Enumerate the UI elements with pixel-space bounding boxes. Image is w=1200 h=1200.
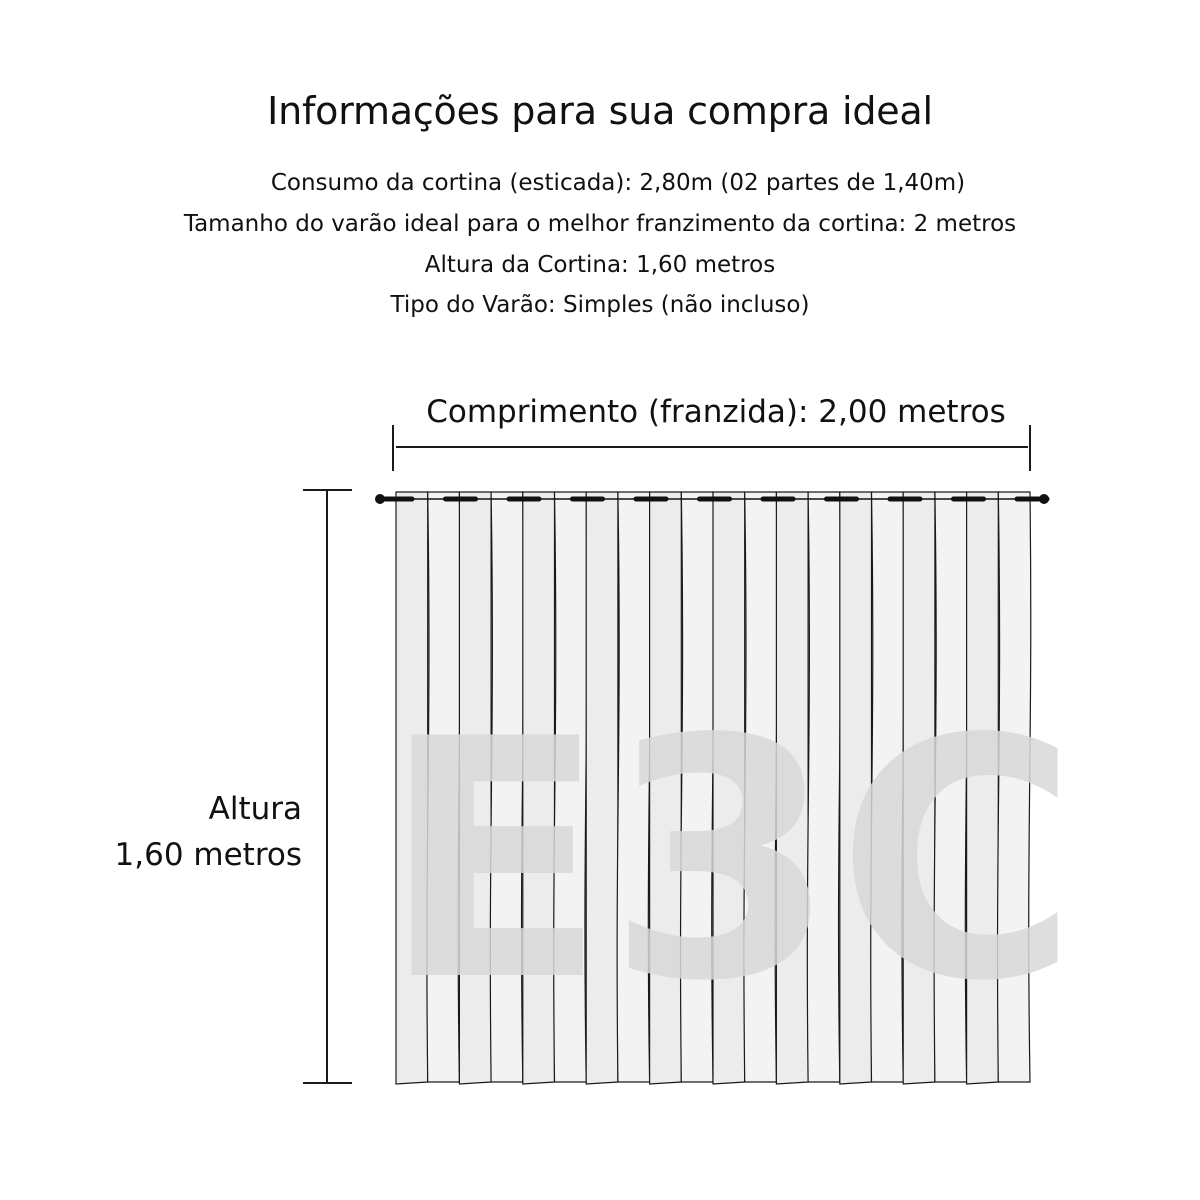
info-fabric-consumption: Consumo da cortina (esticada): 2,80m (02 partes de 1,40m) xyxy=(270,170,966,196)
info-curtain-height: Altura da Cortina: 1,60 metros xyxy=(424,252,776,278)
svg-text:E3C: E3C xyxy=(381,669,1079,1053)
width-dimension-line xyxy=(393,425,1030,471)
width-dimension-label: Comprimento (franzida): 2,00 metros xyxy=(426,394,1006,430)
page-title: Informações para sua compra ideal xyxy=(267,89,933,133)
info-rod-type: Tipo do Varão: Simples (não incluso) xyxy=(390,292,810,318)
watermark-logo xyxy=(381,669,1078,1053)
info-ideal-rod-size: Tamanho do varão ideal para o melhor franzimento da cortina: 2 metros xyxy=(183,211,1017,237)
height-label-line-1: Altura xyxy=(208,791,302,827)
height-label-line-2: 1,60 metros xyxy=(114,837,302,873)
height-dimension-line xyxy=(303,490,352,1083)
